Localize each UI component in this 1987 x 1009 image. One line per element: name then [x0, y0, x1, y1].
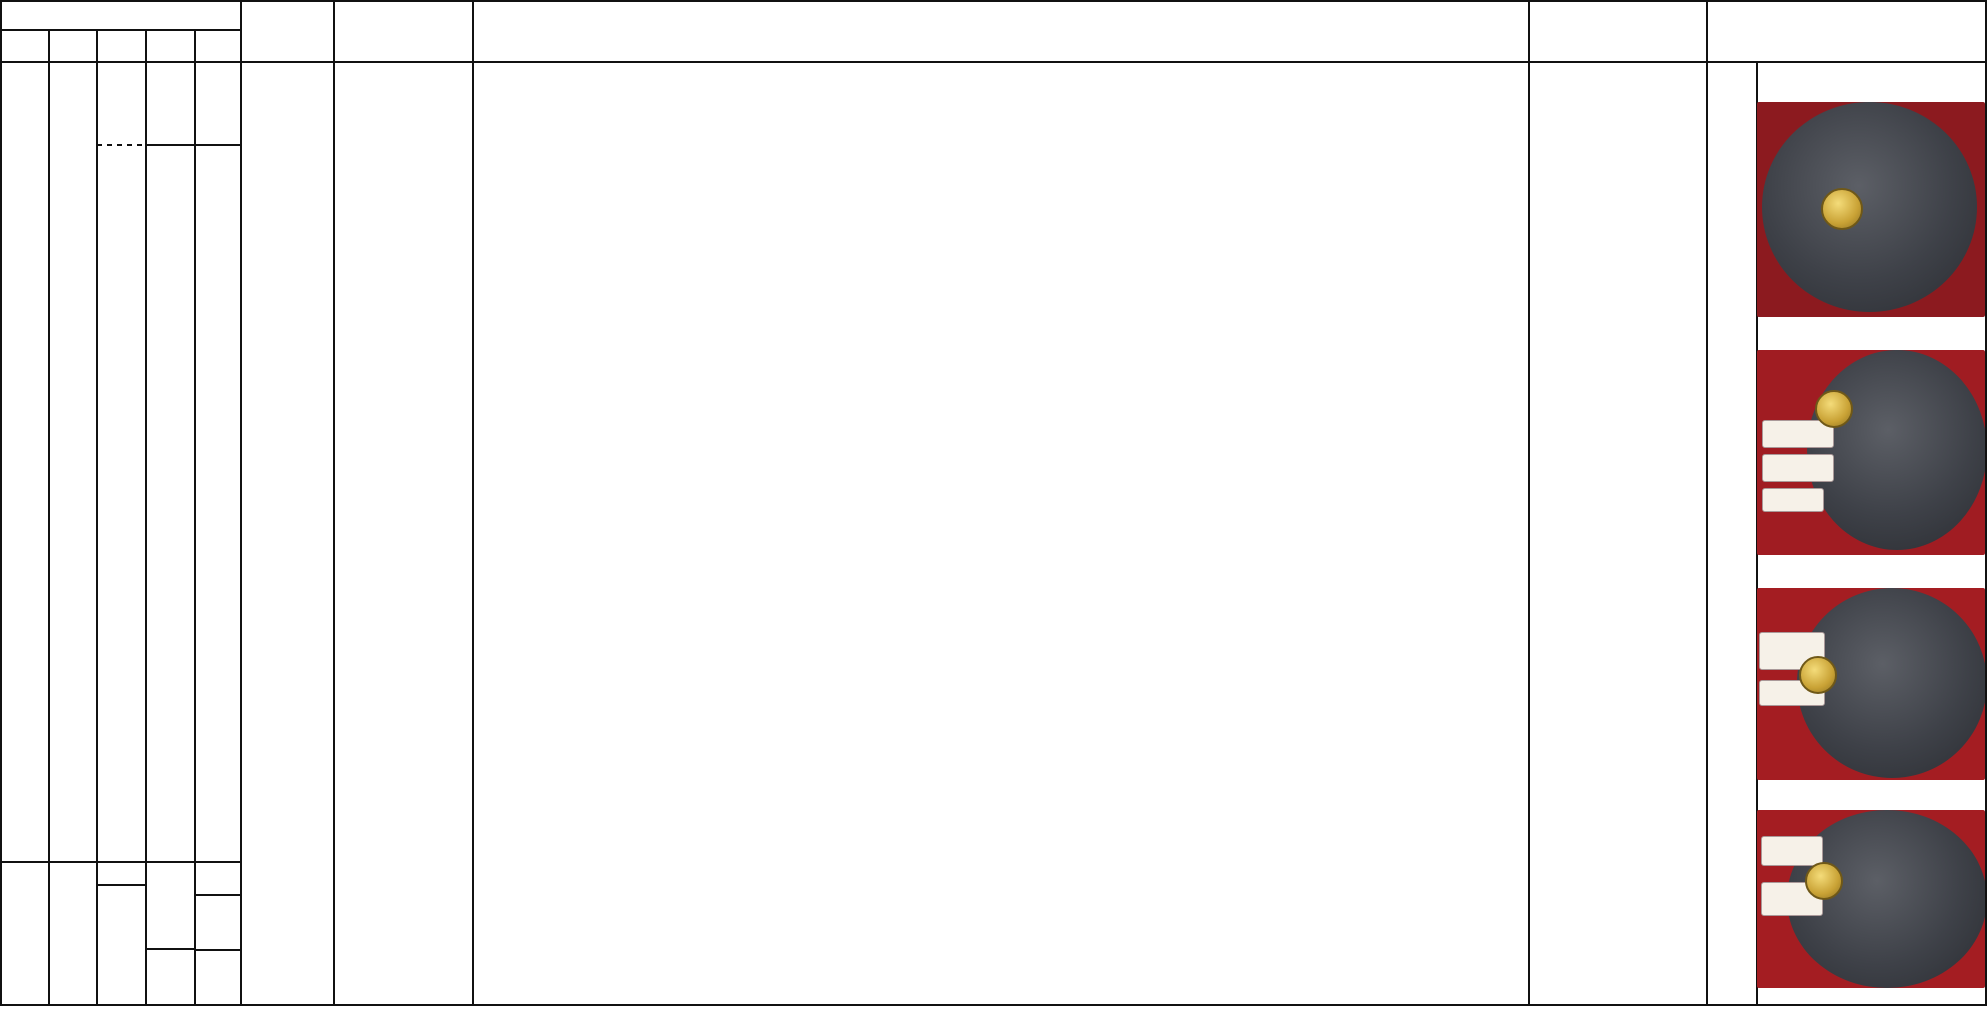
graptolite-photo-2 [1757, 350, 1985, 555]
graptolite-photo-4 [1757, 810, 1985, 988]
table-frame [1, 1, 1986, 1005]
unit-boundaries [1, 145, 241, 950]
graptolite-photo-3 [1757, 588, 1985, 780]
graptolite-photo-1 [1757, 102, 1985, 317]
